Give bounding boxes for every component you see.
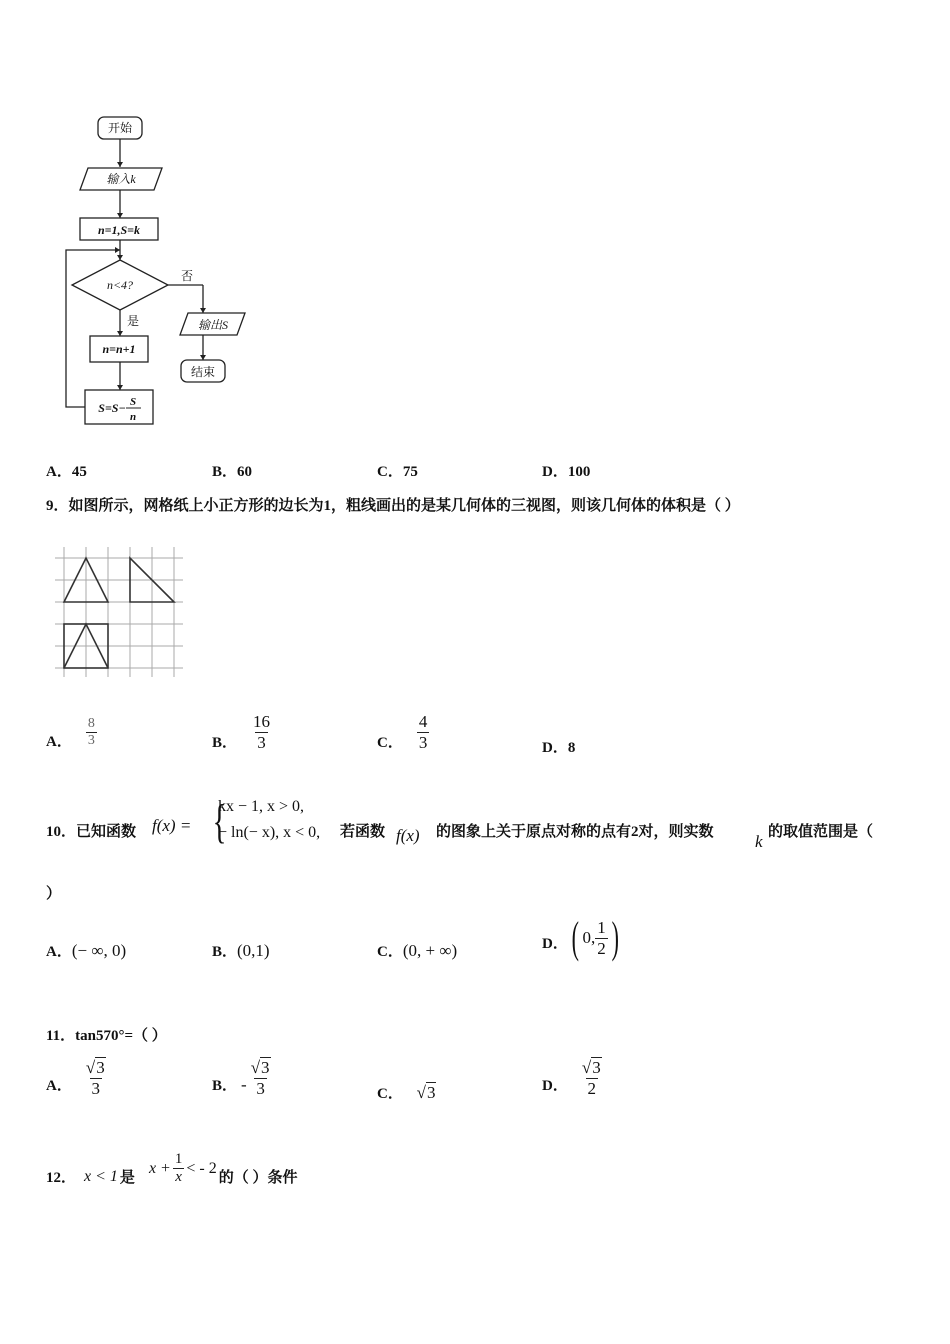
q10-brace: { bbox=[212, 795, 227, 848]
q9-question-text: 9．如图所示，网格纸上小正方形的边长为1，粗线画出的是某几何体的三视图，则该几何体的体积是（ ） bbox=[46, 498, 740, 514]
flow-input-label: 输入k bbox=[106, 172, 136, 186]
q10-option-a[interactable]: A．(− ∞, 0) bbox=[46, 941, 127, 960]
q10-close-paren: ） bbox=[46, 886, 62, 902]
q11-d-fraction: $\frac{√3}{2}$ bbox=[581, 1058, 601, 1098]
q9-option-d[interactable]: D．8 bbox=[542, 740, 576, 756]
q10-option-d[interactable]: D． ( 0, $\frac{1}{2}$ ) bbox=[542, 913, 619, 962]
flow-end-label: 结束 bbox=[190, 365, 216, 379]
q11-a-fraction: $\frac{√3}{3}$ bbox=[85, 1058, 105, 1098]
q10-rest-text: 的图象上关于原点对称的点有2对，则实数 bbox=[436, 824, 714, 840]
flowchart-diagram bbox=[60, 110, 260, 430]
q10-case-2: − ln(− x), x < 0, bbox=[218, 824, 321, 841]
q11-b-fraction: $\frac{√3}{3}$ bbox=[250, 1058, 270, 1098]
q10-prefix: 10．已知函数 bbox=[46, 824, 137, 840]
three-view-grid-figure bbox=[55, 545, 185, 680]
q11-option-b[interactable]: B． - $\frac{√3}{3}$ bbox=[212, 1058, 273, 1099]
flow-yes-label: 是 bbox=[126, 314, 140, 328]
flow-update-denominator: n bbox=[129, 411, 137, 423]
q10-question-line bbox=[46, 796, 926, 856]
q10-case-1: kx − 1, x > 0, bbox=[218, 798, 305, 815]
q11-option-c[interactable]: C． √3 bbox=[377, 1083, 436, 1102]
q8-option-c[interactable]: C．75 bbox=[377, 464, 418, 480]
q9-option-c[interactable]: C． $\frac{4}{3}$ bbox=[377, 712, 428, 752]
q11-option-d[interactable]: D． $\frac{√3}{2}$ bbox=[542, 1058, 604, 1099]
flow-start-label: 开始 bbox=[107, 121, 133, 135]
flow-no-label: 否 bbox=[180, 269, 194, 283]
q11-option-a[interactable]: A． $\frac{√3}{3}$ bbox=[46, 1058, 108, 1099]
q12-fraction: $\frac{1}{x}$ bbox=[174, 1151, 183, 1185]
flow-init-label: n=1,S=k bbox=[97, 223, 141, 237]
q8-option-b[interactable]: B．60 bbox=[212, 464, 253, 480]
flow-output-label: 输出S bbox=[197, 318, 229, 332]
q8-option-d[interactable]: D．100 bbox=[542, 464, 591, 480]
q9-c-fraction: $\frac{4}{3}$ bbox=[418, 712, 428, 752]
q10-option-b[interactable]: B．(0,1) bbox=[212, 941, 270, 960]
q12-question-line: 12． x < 1 是 x + $\frac{1}{x}$ < - 2 的（ ）条件 bbox=[46, 1151, 298, 1186]
flow-condition-label: n<4? bbox=[106, 278, 134, 292]
flow-update-numerator: S bbox=[129, 396, 137, 408]
q10-option-c[interactable]: C．(0, + ∞) bbox=[377, 941, 458, 960]
q10-function-ref: f(x) bbox=[396, 826, 420, 845]
flow-update-label: S=S− bbox=[98, 401, 126, 415]
q10-tail-text: 的取值范围是（ bbox=[768, 824, 874, 840]
q10-function-def: f(x) = bbox=[152, 816, 192, 835]
q9-a-fraction: $\frac{8}{3}$ bbox=[87, 716, 95, 748]
q10-mid-text: 若函数 bbox=[340, 824, 386, 840]
q9-option-b[interactable]: B． $\frac{16}{3}$ bbox=[212, 712, 271, 752]
flow-increment-label: n=n+1 bbox=[102, 342, 136, 356]
q10-var-k: k bbox=[755, 832, 763, 851]
q11-question-text: 11．tan570°=（ ） bbox=[46, 1028, 167, 1044]
q8-option-a[interactable]: A．45 bbox=[46, 464, 87, 480]
q10-d-fraction: $\frac{1}{2}$ bbox=[597, 917, 606, 958]
q9-option-a[interactable]: A． $\frac{8}{3}$ bbox=[46, 716, 95, 750]
q9-b-fraction: $\frac{16}{3}$ bbox=[253, 712, 271, 752]
